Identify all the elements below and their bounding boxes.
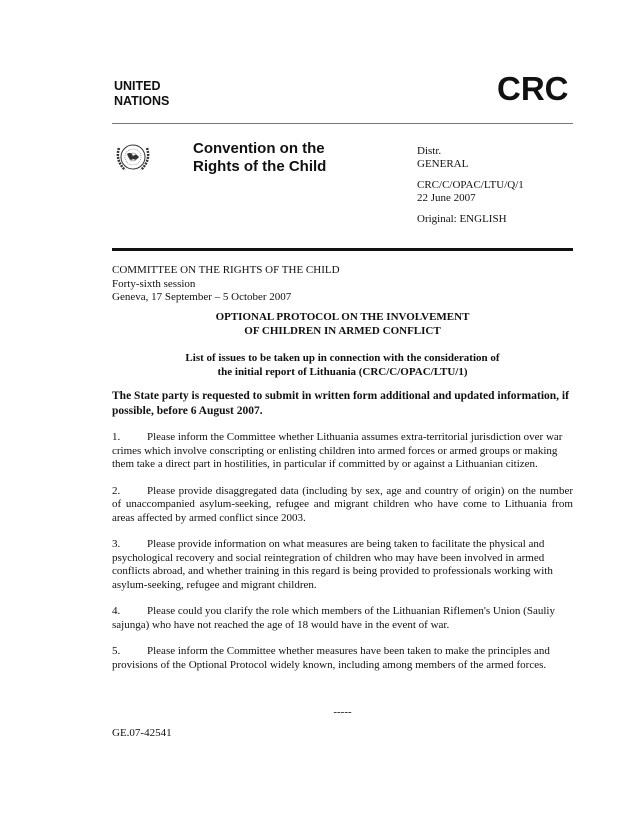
session-info <box>112 264 340 305</box>
org-name <box>114 79 169 109</box>
issue-text: Please provide disaggregated data (including by sex, age and country of origin) on the number of unaccompanied asylum-seeking, refugee and migrant children who have come to Lithuania from areas affected by armed conflict since 2003. <box>112 484 573 524</box>
thick-divider <box>112 248 573 251</box>
committee-name: COMMITTEE ON THE RIGHTS OF THE CHILD <box>112 264 340 276</box>
protocol-title <box>112 310 573 338</box>
issue-paragraph <box>112 485 573 526</box>
issues-list <box>112 431 573 685</box>
issue-number: 4. <box>112 605 121 617</box>
issue-paragraph <box>112 645 573 672</box>
title-line: OPTIONAL PROTOCOL ON THE INVOLVEMENT <box>215 311 470 323</box>
document-date: 22 June 2007 <box>417 192 476 204</box>
distr-level: GENERAL <box>417 158 469 170</box>
divider <box>112 123 573 124</box>
issue-paragraph <box>112 431 573 472</box>
convention-title-line: Rights of the Child <box>193 158 327 175</box>
original-language: Original: ENGLISH <box>417 213 507 225</box>
issue-paragraph <box>112 538 573 592</box>
un-emblem-icon <box>113 138 153 178</box>
doc-series-symbol: CRC <box>497 70 569 107</box>
issue-paragraph <box>112 605 573 632</box>
distribution-block <box>417 145 524 234</box>
issue-text: Please could you clarify the role which members of the Lithuanian Riflemen's Union (Sauliy sajunga) who have not reached the age of 18 would have in the event of war. <box>112 605 555 631</box>
issue-number: 5. <box>112 645 121 657</box>
title-line: OF CHILDREN IN ARMED CONFLICT <box>244 325 441 337</box>
issue-text: Please provide information on what measures are being taken to facilitate the physical and psychological recovery and social reintegration of children who may have been involved in armed conflicts abroad, and whether training in this regard is being provided to professionals working with asylum-seeking, refugee and migrant children. <box>112 538 553 591</box>
issue-number: 2. <box>112 484 121 497</box>
convention-title-line: Convention on the <box>193 140 325 157</box>
distr-label: Distr. <box>417 145 442 157</box>
end-separator: ----- <box>333 706 352 718</box>
convention-title <box>193 140 326 176</box>
session-number: Forty-sixth session <box>112 277 196 290</box>
subtitle-line: the initial report of Lithuania (CRC/C/OPAC/LTU/1) <box>217 366 468 378</box>
issue-number: 1. <box>112 431 121 443</box>
issue-text: Please inform the Committee whether measures have been taken to make the principles and provisions of the Optional Protocol widely known, including among members of the armed forces. <box>112 645 550 671</box>
issue-text: Please inform the Committee whether Lithuania assumes extra-territorial jurisdiction over war crimes which involve conscripting or enlisting children into armed forces or armed groups or making them take a direct part in hostilities, in particular if committed by or against a Lithuanian citizen. <box>112 431 563 470</box>
org-line: NATIONS <box>114 94 170 108</box>
subtitle-line: List of issues to be taken up in connection with the consideration of <box>185 352 500 364</box>
footer-code: GE.07-42541 <box>112 727 172 739</box>
list-of-issues-heading <box>112 351 573 379</box>
request-statement: The State party is requested to submit in written form additional and updated information, if possible, before 6 August 2007. <box>112 390 569 417</box>
org-line: UNITED <box>114 79 161 93</box>
document-symbol: CRC/C/OPAC/LTU/Q/1 <box>417 179 524 191</box>
issue-number: 3. <box>112 538 121 550</box>
session-place-dates: Geneva, 17 September – 5 October 2007 <box>112 291 292 303</box>
